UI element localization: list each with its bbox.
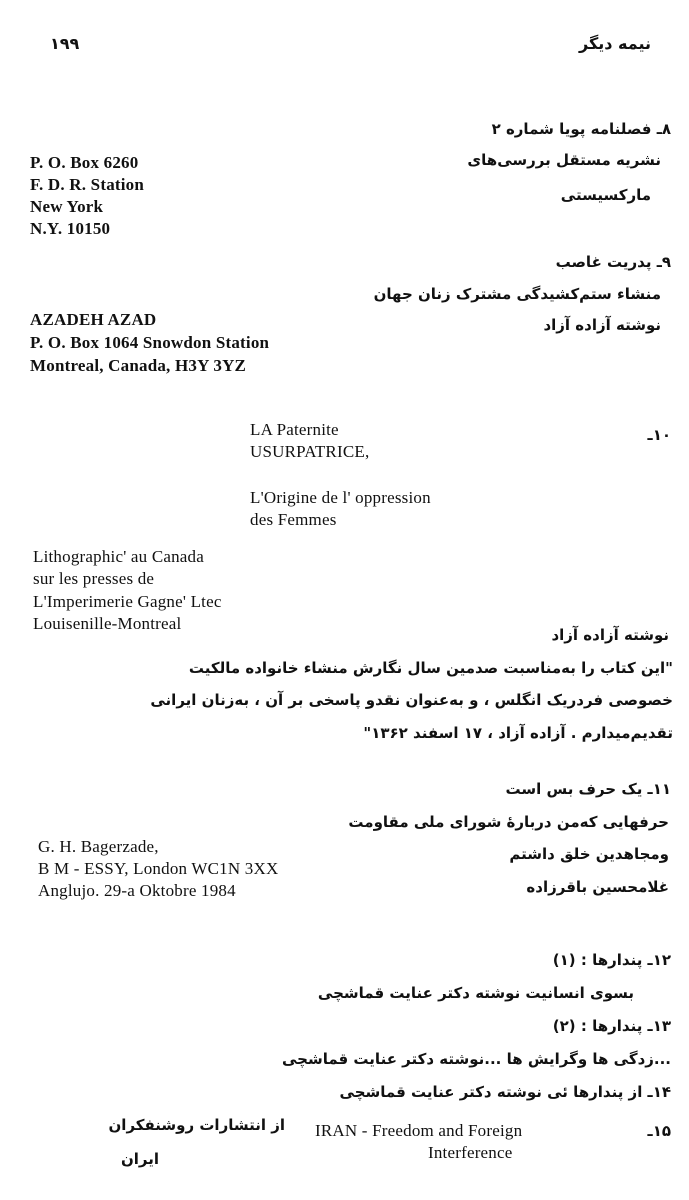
item15-publisher-line: از انتشارات روشنفکران xyxy=(108,1116,285,1134)
item10-title-line: USURPATRICE, xyxy=(250,442,370,461)
item9-address-line: AZADEH AZAD xyxy=(30,310,157,329)
item11-address-line: Anglujo. 29-a Oktobre 1984 xyxy=(38,881,236,900)
item10-printer-line: sur les presses de xyxy=(33,569,155,588)
item11-heading: ۱۱ـ یک حرف بس است xyxy=(505,780,671,798)
item15-number: ۱۵ـ xyxy=(647,1122,671,1140)
item8-address-line: P. O. Box 6260 xyxy=(30,153,139,172)
item8-address-line: F. D. R. Station xyxy=(30,175,145,194)
item11-address-line: B M - ESSY, London WC1N 3XX xyxy=(38,859,279,878)
item8-line2: مارکسیستی xyxy=(560,186,651,204)
item12-line1: بسوی انسانیت نوشته دکتر عنایت قماشچی xyxy=(317,984,634,1002)
item9-line1: منشاء ستم‌کشیدگی مشترک زنان جهان xyxy=(373,285,661,303)
item11-line1: حرفهایی که‌من دربارهٔ شورای ملی مقاومت xyxy=(348,813,669,831)
item10-subtitle-line: L'Origine de l' oppression xyxy=(250,488,431,507)
item8-address-line: N.Y. 10150 xyxy=(30,219,111,238)
item12-heading: ۱۲ـ پندارها : (۱) xyxy=(552,951,671,969)
page-number: ۱۹۹ xyxy=(50,34,80,53)
item10-printer-line: Louisenille-Montreal xyxy=(33,614,182,633)
item10-dedication-line: "این کتاب را به‌مناسبت صدمین سال نگارش منشاء خانواده مالکیت xyxy=(188,659,673,677)
item9-address-line: Montreal, Canada, H3Y 3YZ xyxy=(30,356,247,375)
item10-printer-line: Lithographic' au Canada xyxy=(33,547,204,566)
item11-address-line: G. H. Bagerzade, xyxy=(38,837,159,856)
item15-title-line: IRAN - Freedom and Foreign xyxy=(315,1121,523,1140)
item10-author: نوشته آزاده آزاد xyxy=(551,626,669,644)
item8-heading: ۸ـ فصلنامه پویا شماره ۲ xyxy=(491,120,671,138)
item14-heading: ۱۴ـ از پندارها ئی نوشته دکتر عنایت قماشچی xyxy=(339,1083,671,1101)
item11-line2: ومجاهدین خلق داشتم xyxy=(509,845,669,863)
running-title: نیمه دیگر xyxy=(578,34,651,53)
item10-dedication-line: تقدیم‌میدارم . آزاده آزاد ، ۱۷ اسفند ۱۳۶۲" xyxy=(363,724,673,742)
item10-dedication-line: خصوصی فردریک انگلس ، و به‌عنوان نقدو پاسخی بر آن ، به‌زنان ایرانی xyxy=(150,691,673,709)
item10-subtitle-line: des Femmes xyxy=(250,510,337,529)
item9-line2: نوشته آزاده آزاد xyxy=(543,316,661,334)
item15-title-line: Interference xyxy=(428,1143,513,1162)
item11-line3: غلامحسین باقرزاده xyxy=(526,878,669,896)
item9-address-line: P. O. Box 1064 Snowdon Station xyxy=(30,333,270,352)
item10-printer-line: L'Imperimerie Gagne' Ltec xyxy=(33,592,222,611)
item9-heading: ۹ـ پدریت غاصب xyxy=(555,253,671,271)
item13-line1: ...زدگی ها وگرایش ها ...نوشته دکتر عنایت قماشچی xyxy=(281,1050,671,1068)
item8-address-line: New York xyxy=(30,197,104,216)
item13-heading: ۱۳ـ پندارها : (۲) xyxy=(552,1017,671,1035)
item15-publisher-line: ایران xyxy=(120,1150,159,1168)
item8-line1: نشریه مستقل بررسی‌های xyxy=(467,151,661,169)
item10-number: ۱۰ـ xyxy=(647,426,671,444)
item10-title-line: LA Paternite xyxy=(250,420,339,439)
